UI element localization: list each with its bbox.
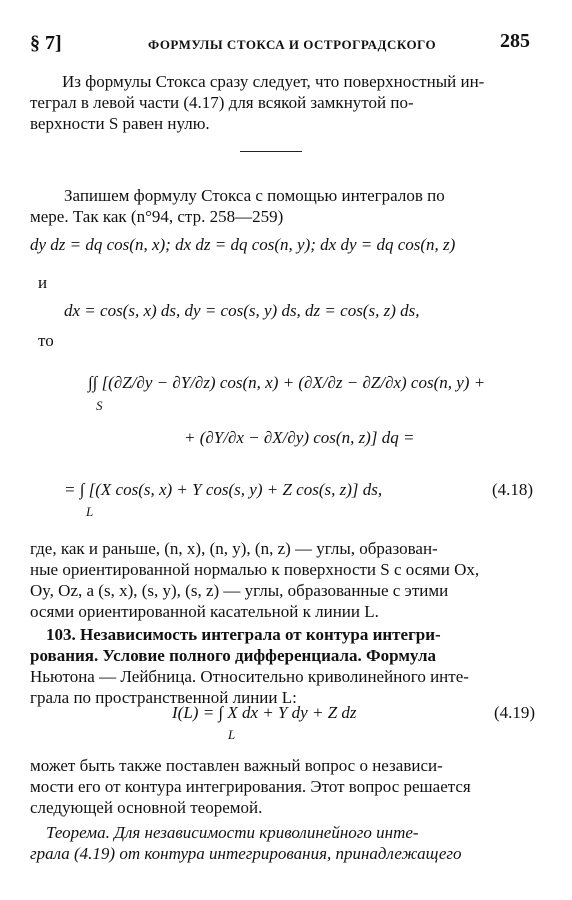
- equation-4-18-line-3: = ∫ [(X cos(s, x) + Y cos(s, y) + Z cos(s, z)] ds,: [64, 480, 383, 499]
- text-line: ные ориентированной нормалью к поверхности S с осями Ox,: [30, 560, 480, 579]
- theorem-line: Теорема. Для независимости криволинейного инте-: [46, 823, 419, 842]
- equation-number-4-18: (4.18): [492, 480, 534, 499]
- word-and: и: [38, 273, 48, 292]
- text-line: Ньютона — Лейбница. Относительно криволинейного инте-: [30, 667, 469, 686]
- text-line: мости его от контура интегрирования. Этот вопрос решается: [30, 777, 471, 796]
- equation-4-18-line-1: ∫∫ [(∂Z/∂y − ∂Y/∂z) cos(n, x) + (∂X/∂z − ∂Z/∂x) cos(n, y) +: [88, 373, 486, 392]
- theorem-line: грала (4.19) от контура интегрирования, принадлежащего: [30, 844, 462, 863]
- text-line: может быть также поставлен важный вопрос о независи-: [30, 756, 443, 775]
- page-number: 285: [500, 30, 530, 52]
- running-title: ФОРМУЛЫ СТОКСА И ОСТРОГРАДСКОГО: [148, 37, 437, 52]
- integral-subscript-l: L: [228, 727, 236, 742]
- equation-direction-cosines: dy dz = dq cos(n, x); dx dz = dq cos(n, y); dx dy = dq cos(n, z): [30, 235, 456, 254]
- integral-subscript-s: S: [96, 398, 103, 413]
- text-line: грала по пространственной линии L:: [30, 688, 297, 707]
- text-line: Запишем формулу Стокса с помощью интегралов по: [64, 186, 445, 205]
- section-marker: § 7]: [30, 32, 62, 54]
- text-line: Из формулы Стокса сразу следует, что поверхностный ин-: [62, 72, 485, 91]
- equation-4-18-line-2: + (∂Y/∂x − ∂X/∂y) cos(n, z)] dq =: [184, 428, 415, 447]
- text-line: осями ориентированной касательной к линии L.: [30, 602, 379, 621]
- equation-4-19: I(L) = ∫ X dx + Y dy + Z dz: [172, 703, 357, 722]
- separator-rule: [240, 151, 302, 152]
- equation-number-4-19: (4.19): [494, 703, 536, 722]
- text-line: Oy, Oz, а (s, x), (s, y), (s, z) — углы, образованные с этими: [30, 581, 449, 600]
- text-line: где, как и раньше, (n, x), (n, y), (n, z) — углы, образован-: [30, 539, 438, 558]
- section-heading-line: 103. Независимость интеграла от контура интегри-: [46, 625, 441, 644]
- text-line: теграл в левой части (4.17) для всякой замкнутой по-: [30, 93, 414, 112]
- section-heading-line: рования. Условие полного дифференциала. Формула: [30, 646, 437, 665]
- word-then: то: [38, 331, 54, 350]
- text-line: следующей основной теоремой.: [30, 798, 263, 817]
- text-line: мере. Так как (n°94, стр. 258—259): [30, 207, 284, 226]
- equation-ds: dx = cos(s, x) ds, dy = cos(s, y) ds, dz = cos(s, z) ds,: [64, 301, 420, 320]
- integral-subscript-l: L: [86, 504, 94, 519]
- text-line: верхности S равен нулю.: [30, 114, 210, 133]
